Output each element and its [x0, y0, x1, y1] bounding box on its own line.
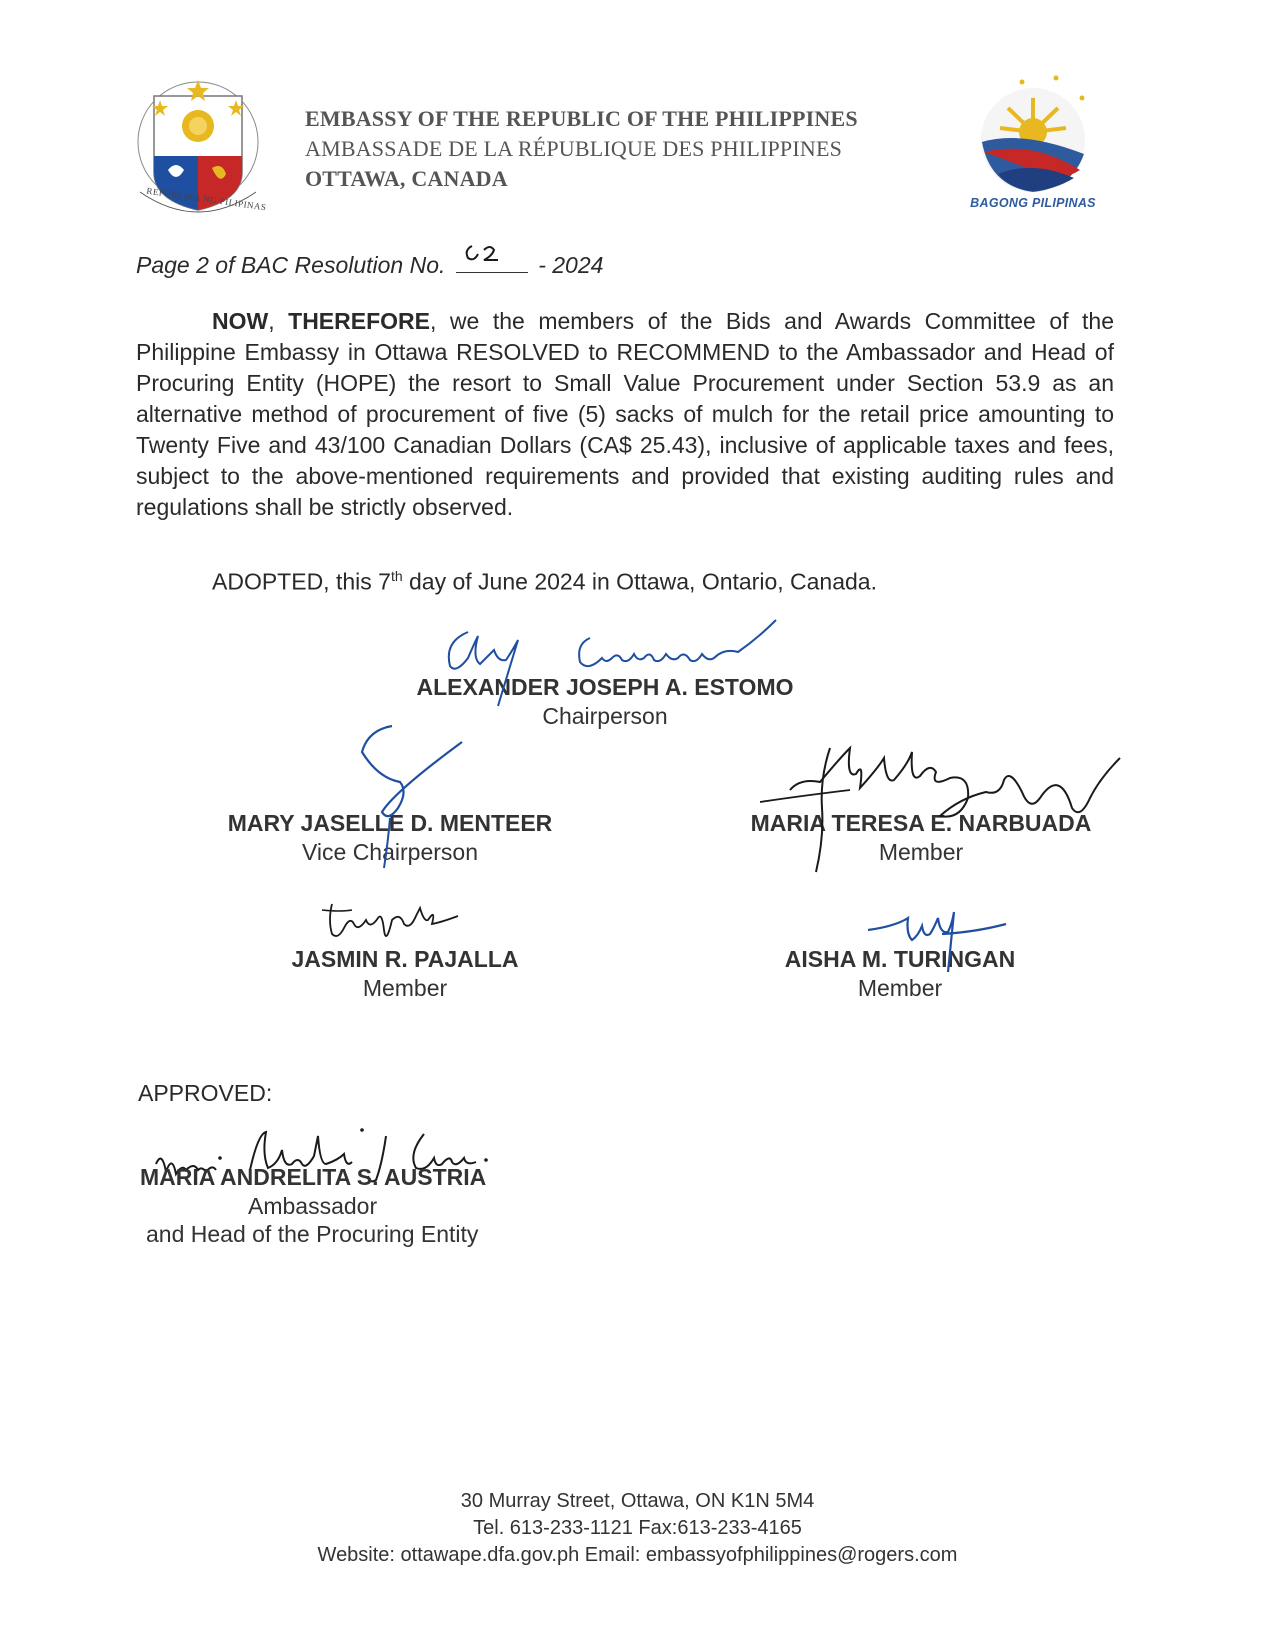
footer-phones: Tel. 613-233-1121 Fax:613-233-4165	[473, 1517, 802, 1539]
lead-now: NOW	[212, 308, 269, 334]
signatory-member-3	[740, 944, 1060, 1002]
page-ref-suffix: - 2024	[538, 252, 604, 278]
page-ref-prefix: Page 2 of BAC Resolution No.	[136, 252, 446, 278]
footer-contact	[0, 1488, 1275, 1569]
signatory-vice-chair	[196, 808, 584, 866]
signatory-role-2: and Head of the Procuring Entity	[146, 1221, 479, 1247]
adopted-before: ADOPTED, this 7	[212, 568, 391, 595]
resolution-number-handwriting	[456, 234, 528, 268]
seal-text: REPUBLIKA NG PILIPINAS	[145, 185, 268, 213]
signatory-chair	[405, 672, 805, 730]
letterhead-line-2: AMBASSADE DE LA RÉPUBLIQUE DES PHILIPPINES	[305, 136, 843, 161]
bagong-pilipinas-logo	[962, 70, 1104, 218]
signatory-name: ALEXANDER JOSEPH A. ESTOMO	[416, 674, 794, 700]
lead-separator: ,	[268, 308, 289, 334]
footer-address: 30 Murray Street, Ottawa, ON K1N 5M4	[460, 1490, 815, 1512]
signatory-name: MARIA ANDRELITA S. AUSTRIA	[140, 1164, 487, 1190]
letterhead	[305, 104, 858, 194]
resolution-number-blank	[456, 252, 528, 273]
signatory-name: MARY JASELLE D. MENTEER	[227, 810, 553, 836]
adopted-statement	[212, 568, 877, 596]
signatory-role: Ambassador	[248, 1193, 378, 1219]
signatory-name: AISHA M. TURINGAN	[784, 946, 1016, 972]
lead-therefore: THEREFORE	[288, 308, 430, 334]
signatory-name: JASMIN R. PAJALLA	[291, 946, 519, 972]
signatory-ambassador	[124, 1162, 524, 1248]
letterhead-line-1: EMBASSY OF THE REPUBLIC OF THE PHILIPPINES	[305, 106, 858, 131]
adopted-after: day of June 2024 in Ottawa, Ontario, Canada.	[402, 568, 877, 595]
signatory-role: Member	[878, 839, 964, 865]
signatory-member-1	[716, 808, 1126, 866]
bagong-pilipinas-emblem-icon	[962, 70, 1104, 194]
page-reference	[136, 252, 603, 279]
letterhead-line-3: OTTAWA, CANADA	[305, 166, 508, 191]
signatory-role: Member	[857, 975, 943, 1001]
signatory-role: Vice Chairperson	[301, 839, 478, 865]
signatory-role: Chairperson	[542, 703, 668, 729]
signatory-member-2	[220, 944, 590, 1002]
approved-label: APPROVED:	[138, 1080, 273, 1106]
resolution-body: , we the members of the Bids and Awards Committee of the Philippine Embassy in Ottawa RESOLVED to RECOMMEND to the Ambassador and Head of Procuring Entity (HOPE) the resort to Small Value Procurement under Section 53.9 as an alternative method of procurement of five (5) sacks of mulch for the retail price amounting to Twenty Five and 43/100 Canadian Dollars (CA$ 25.43), inclusive of applicable taxes and fees, subject to the above-mentioned requirements and provided that existing auditing rules and regulations shall be strictly observed.	[136, 308, 1114, 520]
signatory-role: Member	[362, 975, 448, 1001]
signatory-name: MARIA TERESA E. NARBUADA	[750, 810, 1092, 836]
bagong-pilipinas-text: BAGONG PILIPINAS	[970, 196, 1096, 210]
adopted-sup: th	[390, 568, 403, 584]
footer-web-email: Website: ottawape.dfa.gov.ph Email: embassyofphilippines@rogers.com	[317, 1544, 958, 1566]
resolution-paragraph	[136, 306, 1114, 523]
